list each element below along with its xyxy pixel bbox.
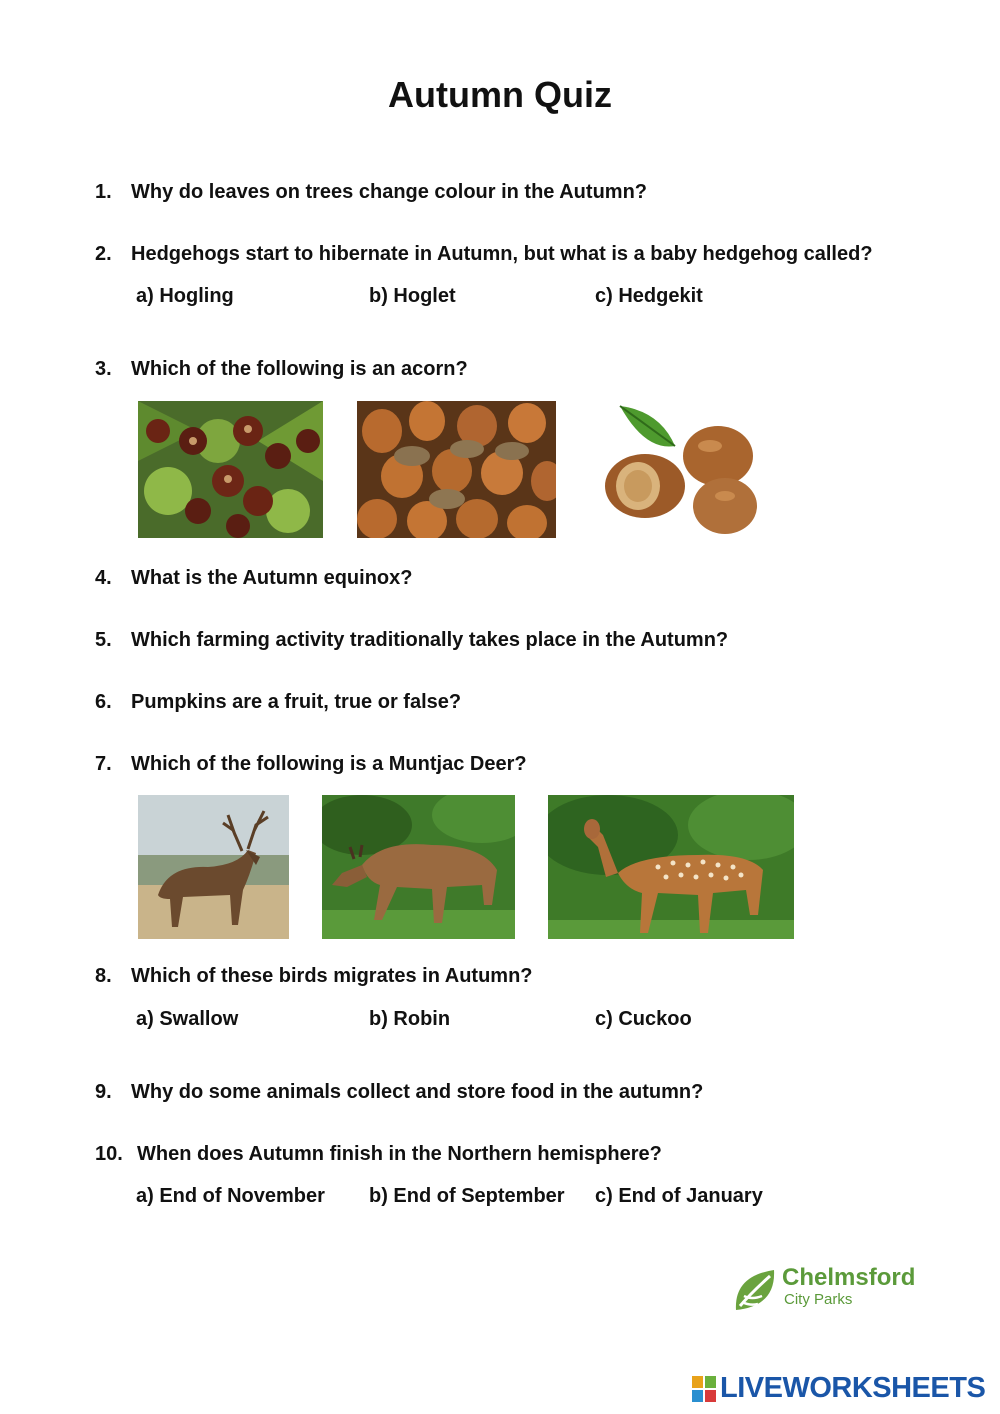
question-number: 10.: [95, 1143, 123, 1165]
question-text: Pumpkins are a fruit, true or false?: [131, 691, 462, 713]
question-number: 1.: [95, 181, 112, 203]
question-number: 4.: [95, 567, 112, 589]
question-9: [95, 1081, 703, 1104]
question-text: Why do some animals collect and store food in the autumn?: [131, 1081, 704, 1103]
question-7: [95, 753, 527, 776]
question-number: 5.: [95, 629, 112, 651]
question-number: 6.: [95, 691, 112, 713]
question-8: [95, 965, 533, 988]
question-2: [95, 243, 873, 266]
logo-line-2: City Parks: [784, 1291, 853, 1308]
question-number: 7.: [95, 753, 112, 775]
question-text: When does Autumn finish in the Northern hemisphere?: [137, 1143, 662, 1165]
question-3: [95, 358, 468, 381]
option-c[interactable]: c) End of January: [595, 1185, 763, 1207]
chelmsford-city-parks-logo: [732, 1262, 917, 1317]
question-text: Which of the following is a Muntjac Deer?: [131, 753, 527, 775]
question-text: What is the Autumn equinox?: [131, 567, 413, 589]
question-number: 2.: [95, 243, 112, 265]
option-b[interactable]: b) End of September: [369, 1185, 565, 1207]
question-number: 9.: [95, 1081, 112, 1103]
liveworksheets-badge-icon: [692, 1376, 716, 1402]
hazelnuts-image[interactable]: [590, 401, 760, 538]
question-10: [95, 1143, 662, 1166]
question-6: [95, 691, 461, 714]
question-text: Which farming activity traditionally takes place in the Autumn?: [131, 629, 729, 651]
fallow-deer-image[interactable]: [548, 795, 794, 939]
question-text: Which of these birds migrates in Autumn?: [131, 965, 533, 987]
question-1: [95, 181, 647, 204]
question-text: Hedgehogs start to hibernate in Autumn, but what is a baby hedgehog called?: [131, 243, 873, 265]
question-5: [95, 629, 728, 652]
red-deer-image[interactable]: [138, 795, 289, 939]
question-number: 8.: [95, 965, 112, 987]
option-c[interactable]: c) Hedgekit: [595, 285, 703, 307]
logo-line-1: Chelmsford: [782, 1264, 916, 1291]
liveworksheets-text: LIVEWORKSHEETS: [720, 1372, 986, 1404]
option-b[interactable]: b) Hoglet: [369, 285, 456, 307]
acorns-image[interactable]: [357, 401, 556, 538]
conkers-image[interactable]: [138, 401, 323, 538]
option-a[interactable]: a) Swallow: [136, 1008, 239, 1030]
question-number: 3.: [95, 358, 112, 380]
muntjac-deer-image[interactable]: [322, 795, 515, 939]
question-4: [95, 567, 412, 590]
option-b[interactable]: b) Robin: [369, 1008, 451, 1030]
liveworksheets-watermark: [692, 1372, 992, 1406]
option-a[interactable]: a) Hogling: [136, 285, 234, 307]
leaf-icon: [732, 1266, 778, 1314]
question-text: Which of the following is an acorn?: [131, 358, 468, 380]
option-a[interactable]: a) End of November: [136, 1185, 325, 1207]
page-title: Autumn Quiz: [388, 74, 612, 115]
option-c[interactable]: c) Cuckoo: [595, 1008, 692, 1030]
question-text: Why do leaves on trees change colour in the Autumn?: [131, 181, 647, 203]
